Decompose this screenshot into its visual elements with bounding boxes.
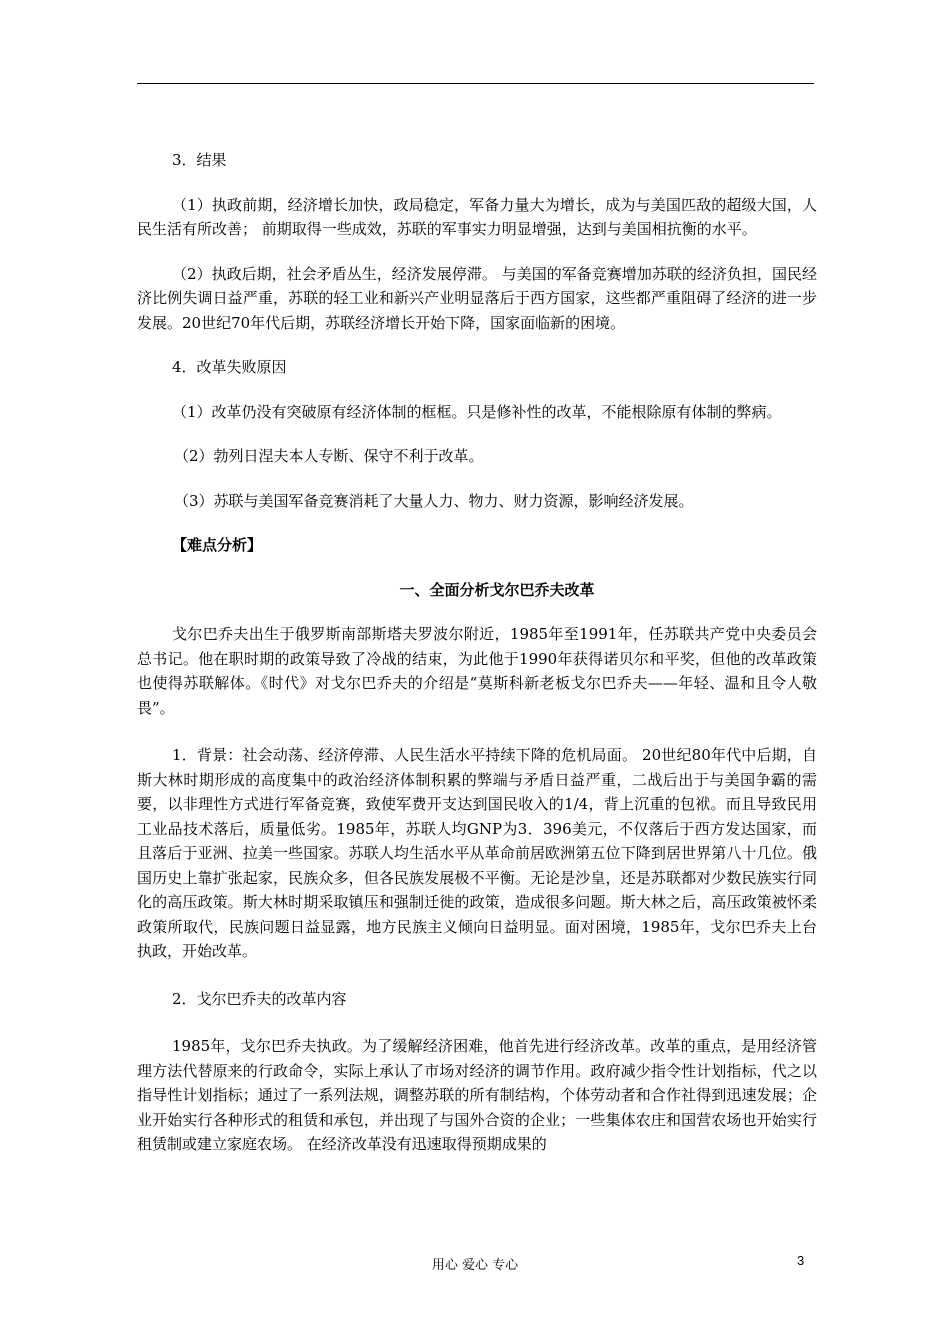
page-body — [137, 148, 817, 1157]
paragraph-failure-3: （3）苏联与美国军备竞赛消耗了大量人力、物力、财力资源，影响经济发展。 — [174, 491, 694, 510]
paragraph-result-2: （2）执政后期，社会矛盾丛生，经济发展停滞。 与美国的军备竞赛增加苏联的经济负担，国民经济比例失调日益严重，苏联的轻工业和新兴产业明显落后于西方国家，这些都严重阻碍了经济的进一步发展。20世纪70年代后期，苏联经济增长开始下降，国家面临新的困境。 — [137, 264, 817, 332]
section-title-gorbachev: 一、全面分析戈尔巴乔夫改革 — [399, 580, 595, 599]
section-heading-result: 3．结果 — [172, 151, 227, 169]
section-heading-reform: 2．戈尔巴乔夫的改革内容 — [172, 989, 347, 1008]
paragraph-failure-2: （2）勃列日涅夫本人专断、保守不利于改革。 — [174, 447, 484, 465]
paragraph-gorbachev-intro: 戈尔巴乔夫出生于俄罗斯南部斯塔夫罗波尔附近，1985年至1991年，任苏联共产党中央委员会总书记。他在职时期的政策导致了冷战的结束，为此他于1990年获得诺贝尔和平奖，但他的改革政策也使得苏联解体。《时代》对戈尔巴乔夫的介绍是“莫斯科新老板戈尔巴乔夫——年轻、温和且令人敬畏”。 — [137, 625, 817, 717]
page-number: 3 — [797, 1253, 805, 1268]
difficulty-analysis-label: 【难点分析】 — [172, 536, 263, 554]
paragraph-background: 1．背景：社会动荡、经济停滞、人民生活水平持续下降的危机局面。 20世纪80年代中后期，自斯大林时期形成的高度集中的政治经济体制积累的弊端与矛盾日益严重，二战后出于与美国争霸的需要，以非理性方式进行军备竞赛，致使军费开支达到国民收入的1/4，背上沉重的包袱。而且导致民用工业品技术落后，质量低劣。1985年，苏联人均GNP为3．396美元，不仅落后于西方发达国家，而且落后于亚洲、拉美一些国家。苏联人均生活水平从革命前居欧洲第五位下降到居世界第八十几位。俄国历史上靠扩张起家，民族众多，但各民族发展极不平衡。无论是沙皇，还是苏联都对少数民族实行同化的高压政策。斯大林时期采取镇压和强制迁徙的政策，造成很多问题。斯大林之后，高压政策被怀柔政策所取代，民族问题日益显露，地方民族主义倾向日益明显。面对困境，1985年，戈尔巴乔夫上台执政，开始改革。 — [137, 746, 817, 960]
header-rule — [137, 83, 814, 84]
paragraph-failure-1: （1）改革仍没有突破原有经济体制的框框。只是修补性的改革，不能根除原有体制的弊病。 — [172, 402, 782, 421]
paragraph-result-1: （1）执政前期，经济增长加快，政局稳定，军备力量大为增长，成为与美国匹敌的超级大国，人民生活有所改善； 前期取得一些成效，苏联的军事实力明显增强，达到与美国相抗衡的水平。 — [137, 195, 817, 238]
section-heading-failure: 4．改革失败原因 — [172, 358, 287, 376]
footer-motto: 用心 爱心 专心 — [431, 1258, 519, 1273]
paragraph-reform-content: 1985年，戈尔巴乔夫执政。为了缓解经济困难，他首先进行经济改革。改革的重点，是用经济管理方法代替原来的行政命令，实际上承认了市场对经济的调节作用。政府减少指令性计划指标，代之以指导性计划指标；通过了一系列法规，调整苏联的所有制结构，个体劳动者和合作社得到迅速发展；企业开始实行各种形式的租赁和承包，并出现了与国外合资的企业；一些集体农庄和国营农场也开始实行租赁制或建立家庭农场。 在经济改革没有迅速取得预期成果的 — [137, 1037, 817, 1153]
